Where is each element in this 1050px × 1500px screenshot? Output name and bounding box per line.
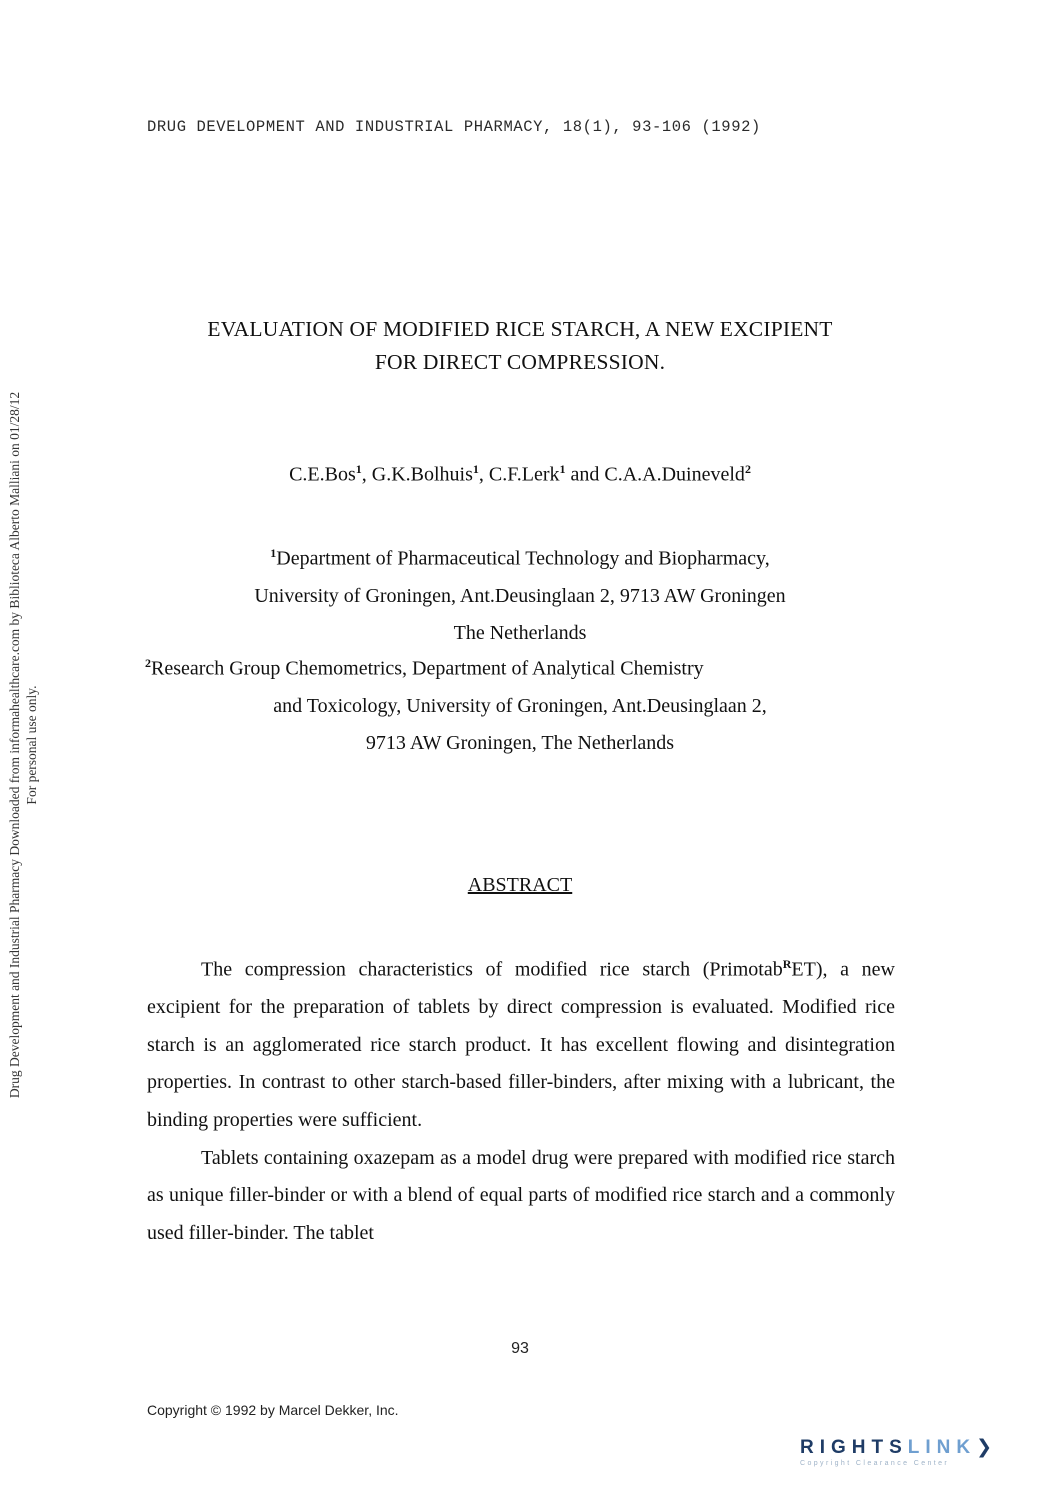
author-name: C.F.Lerk [488,463,560,486]
abstract-body [147,946,895,1252]
affiliation-1-line2: University of Groningen, Ant.Deusinglaan 2, 9713 AW Groningen [254,584,786,607]
affiliation-2 [0,645,1040,762]
author-separator: and [565,463,605,486]
logo-tagline: Copyright Clearance Center [800,1460,950,1467]
affiliation-2-line3: 9713 AW Groningen, The Netherlands [365,731,675,754]
author-separator: , [361,463,372,486]
author-affiliation-mark: 1 [472,462,479,476]
page-number: 93 [511,1340,529,1357]
affiliation-mark: 1 [270,546,277,560]
affiliation-2-line1: Research Group Chemometrics, Department of Analytical Chemistry [151,657,704,680]
title-line-1: EVALUATION OF MODIFIED RICE STARCH, A NEW EXCIPIENT [207,317,833,341]
affiliation-1-line1: Department of Pharmaceutical Technology and Biopharmacy, [276,547,770,570]
author-name: C.E.Bos [289,463,356,486]
journal-header: DRUG DEVELOPMENT AND INDUSTRIAL PHARMACY, 18(1), 93-106 (1992) [147,118,761,136]
affiliation-mark: 2 [145,656,151,670]
title-line-2: FOR DIRECT COMPRESSION. [374,350,666,374]
abstract-p1-part-b: ET), a new excipient for the preparation of tablets by direct compression is evaluated. Modified rice starch is an agglomerated rice starch product. It has excellent flowing and disintegration properties. In contrast to other starch-based filler-binders, after mixing with a lubricant, the binding properties were sufficient. [147,958,895,1132]
side-watermark-line2: For personal use only. [24,685,39,805]
logo-text-rights: RIGHTS [800,1437,908,1458]
logo-chevron-icon: ❯ [976,1437,999,1458]
author-affiliation-mark: 2 [744,462,751,476]
affiliation-2-line2: and Toxicology, University of Groningen, Ant.Deusinglaan 2, [273,694,767,717]
registered-mark: R [782,957,792,971]
side-watermark-line1: Drug Development and Industrial Pharmacy Downloaded from informahealthcare.com by Biblioteca Alberto Malliani on 01/28/12 [7,391,22,1099]
abstract-paragraph-1 [147,946,895,1140]
author-affiliation-mark: 1 [355,462,362,476]
author-name: C.A.A.Duineveld [604,463,745,486]
copyright-line: Copyright © 1992 by Marcel Dekker, Inc. [147,1402,399,1418]
rightslink-wordmark [800,1436,1040,1459]
author-list [0,462,1040,487]
abstract-p1-part-a: The compression characteristics of modified rice starch (Primotab [201,958,783,981]
logo-text-link: LINK [907,1437,977,1458]
affiliation-1 [0,535,1040,652]
paper-title [0,313,1040,379]
abstract-heading: ABSTRACT [467,874,573,896]
abstract-paragraph-2: Tablets containing oxazepam as a model drug were prepared with modified rice starch as unique filler-binder or with a blend of equal parts of modified rice starch and a commonly used filler-binder. The tablet [147,1146,895,1244]
affiliation-1-line3: The Netherlands [453,621,587,644]
author-name: G.K.Bolhuis [371,463,473,486]
author-affiliation-mark: 1 [559,462,566,476]
author-separator: , [478,463,489,486]
rightslink-logo[interactable] [800,1436,1040,1476]
